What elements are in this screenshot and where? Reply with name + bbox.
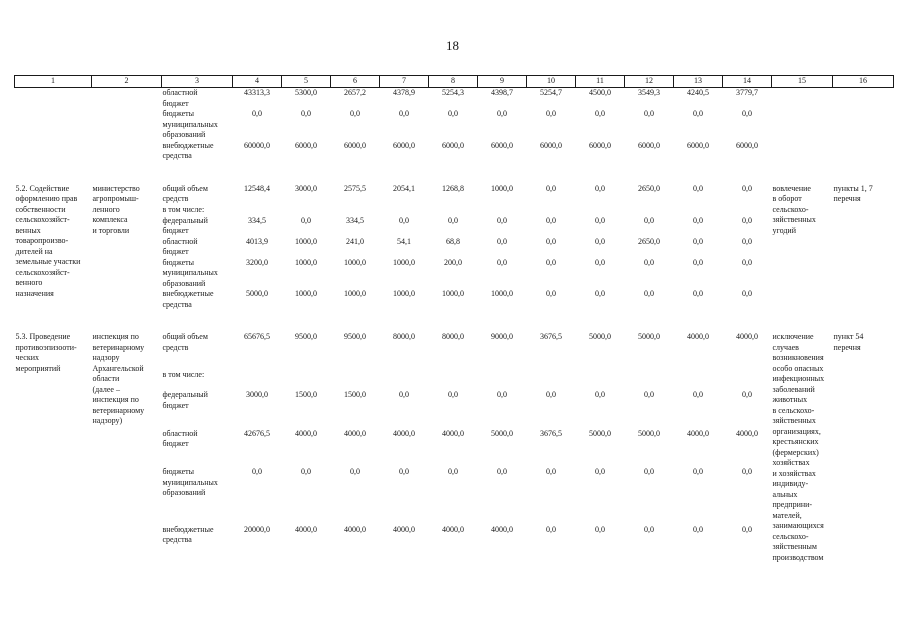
amount-cell	[527, 370, 576, 390]
amount-cell: 0,0	[497, 109, 507, 118]
amount-cell: 6000,0	[638, 140, 660, 150]
empty-cell	[331, 310, 380, 332]
amount-cell: 0,0	[693, 215, 703, 225]
amount-cell: 9500,0	[344, 332, 366, 341]
amount-cell: 0,0	[742, 390, 752, 400]
amount-cell: 0,0	[497, 215, 507, 225]
amount-cell	[331, 205, 380, 216]
empty-cell	[429, 162, 478, 184]
amount-cell: 1000,0	[295, 257, 317, 267]
amount-cell: 68,8	[446, 236, 460, 246]
amount-cell: 0,0	[644, 467, 654, 477]
amount-cell: 2650,0	[638, 236, 660, 246]
amount-cell: 0,0	[693, 390, 703, 400]
amount-cell	[576, 370, 625, 390]
amount-cell: 4000,0	[393, 428, 415, 438]
empty-cell	[674, 162, 723, 184]
amount-cell: 6000,0	[491, 140, 513, 150]
amount-cell: 3779,7	[736, 88, 758, 97]
empty-cell	[772, 109, 833, 141]
amount-cell: 4000,0	[344, 524, 366, 534]
amount-cell: 0,0	[546, 236, 556, 246]
amount-cell	[478, 370, 527, 390]
amount-cell: 0,0	[399, 467, 409, 477]
amount-cell: 0,0	[742, 109, 752, 118]
column-header: 7	[380, 76, 429, 88]
amount-cell: 2054,1	[393, 183, 415, 193]
amount-cell: 0,0	[693, 524, 703, 534]
amount-cell: 0,0	[497, 390, 507, 400]
funding-source: общий объем средств	[162, 183, 208, 203]
column-header: 12	[625, 76, 674, 88]
empty-cell	[772, 310, 833, 332]
empty-cell	[233, 162, 282, 184]
amount-cell: 0,0	[742, 257, 752, 267]
amount-cell: 4240,5	[687, 88, 709, 97]
amount-cell: 0,0	[595, 257, 605, 267]
amount-cell	[625, 205, 674, 216]
table-body	[15, 88, 894, 564]
amount-cell: 0,0	[448, 109, 458, 118]
amount-cell: 334,5	[346, 215, 364, 225]
amount-cell: 0,0	[644, 524, 654, 534]
empty-cell	[233, 310, 282, 332]
amount-cell	[625, 370, 674, 390]
amount-cell: 3549,3	[638, 88, 660, 97]
amount-cell: 4000,0	[393, 524, 415, 534]
empty-cell	[833, 162, 894, 184]
amount-cell: 2575,5	[344, 183, 366, 193]
empty-cell	[833, 88, 894, 110]
column-header: 13	[674, 76, 723, 88]
funding-source: областной бюджет	[162, 428, 198, 449]
empty-cell	[527, 162, 576, 184]
empty-cell	[576, 310, 625, 332]
indicator-reference: пункт 54 перечня	[833, 332, 864, 352]
amount-cell: 65676,5	[244, 332, 270, 341]
amount-cell: 1000,0	[295, 236, 317, 246]
amount-cell: 1000,0	[295, 289, 317, 298]
amount-cell: 0,0	[742, 467, 752, 477]
amount-cell: 9000,0	[491, 332, 513, 341]
amount-cell	[282, 205, 331, 216]
amount-cell: 0,0	[595, 183, 605, 193]
empty-cell	[15, 88, 92, 110]
empty-cell	[92, 310, 162, 332]
amount-cell: 4000,0	[736, 428, 758, 438]
amount-cell: 0,0	[595, 467, 605, 477]
amount-cell: 4000,0	[687, 332, 709, 341]
amount-cell: 0,0	[546, 257, 556, 267]
amount-cell: 1000,0	[491, 289, 513, 298]
empty-cell	[625, 162, 674, 184]
amount-cell: 241,0	[346, 236, 364, 246]
empty-cell	[674, 310, 723, 332]
amount-cell: 6000,0	[687, 140, 709, 150]
empty-cell	[331, 162, 380, 184]
column-header: 5	[282, 76, 331, 88]
amount-cell: 42676,5	[244, 428, 270, 438]
amount-cell: 0,0	[350, 467, 360, 477]
empty-cell	[429, 310, 478, 332]
amount-cell: 5000,0	[491, 428, 513, 438]
amount-cell: 3000,0	[295, 183, 317, 193]
funding-source: в том числе:	[162, 370, 205, 380]
amount-cell: 0,0	[301, 215, 311, 225]
amount-cell: 4000,0	[687, 428, 709, 438]
amount-cell: 0,0	[644, 289, 654, 298]
amount-cell: 0,0	[546, 289, 556, 298]
amount-cell: 8000,0	[393, 332, 415, 341]
amount-cell: 0,0	[497, 467, 507, 477]
indicator-reference: пункты 1, 7 перечня	[833, 183, 873, 203]
funding-source: бюджеты муниципальных образований	[162, 109, 218, 139]
amount-cell: 3200,0	[246, 257, 268, 267]
executor-name: инспекция по ветеринарному надзору Архангельской области (далее – инспекция по ветеринарному надзору)	[92, 332, 145, 425]
amount-cell: 3676,5	[540, 428, 562, 438]
table-row	[15, 109, 894, 141]
amount-cell: 0,0	[644, 390, 654, 400]
column-header: 15	[772, 76, 833, 88]
empty-cell	[625, 310, 674, 332]
amount-cell: 0,0	[644, 257, 654, 267]
section-spacer	[15, 310, 894, 332]
amount-cell: 0,0	[644, 109, 654, 118]
column-header: 8	[429, 76, 478, 88]
amount-cell: 0,0	[252, 467, 262, 477]
amount-cell: 334,5	[248, 215, 266, 225]
page-number: 18	[446, 38, 459, 53]
amount-cell	[331, 370, 380, 390]
amount-cell: 5000,0	[246, 289, 268, 298]
column-header: 11	[576, 76, 625, 88]
amount-cell: 0,0	[595, 289, 605, 298]
amount-cell: 1268,8	[442, 183, 464, 193]
amount-cell: 0,0	[742, 236, 752, 246]
empty-cell	[833, 310, 894, 332]
activity-name: 5.2. Содействие оформлению прав собственности сельскохозяйст- венных товаропроизво- дителей на земельные участки сельскохозяйст- венного назначения	[15, 183, 81, 298]
amount-cell: 1000,0	[393, 257, 415, 267]
amount-cell: 0,0	[693, 236, 703, 246]
amount-cell: 0,0	[693, 109, 703, 118]
column-header: 6	[331, 76, 380, 88]
amount-cell: 0,0	[546, 215, 556, 225]
amount-cell: 60000,0	[244, 140, 270, 150]
amount-cell: 4000,0	[442, 524, 464, 534]
amount-cell	[674, 370, 723, 390]
empty-cell	[15, 310, 92, 332]
amount-cell: 0,0	[448, 390, 458, 400]
amount-cell: 0,0	[595, 109, 605, 118]
amount-cell: 6000,0	[393, 140, 415, 150]
funding-source: общий объем средств	[162, 332, 208, 352]
amount-cell: 0,0	[693, 257, 703, 267]
empty-cell	[92, 88, 162, 110]
column-header: 10	[527, 76, 576, 88]
amount-cell: 4398,7	[491, 88, 513, 97]
amount-cell: 0,0	[399, 390, 409, 400]
funding-source: федеральный бюджет	[162, 215, 208, 235]
amount-cell: 5000,0	[589, 428, 611, 438]
amount-cell: 0,0	[448, 215, 458, 225]
amount-cell	[478, 205, 527, 216]
empty-cell	[478, 310, 527, 332]
amount-cell: 5000,0	[638, 332, 660, 341]
amount-cell: 5254,7	[540, 88, 562, 97]
amount-cell: 8000,0	[442, 332, 464, 341]
amount-cell: 0,0	[399, 109, 409, 118]
funding-source: внебюджетные средства	[162, 140, 214, 160]
empty-cell	[380, 310, 429, 332]
funding-source: внебюджетные средства	[162, 524, 214, 545]
column-header: 4	[233, 76, 282, 88]
funding-source: внебюджетные средства	[162, 289, 214, 309]
amount-cell: 1000,0	[344, 289, 366, 298]
funding-source: областной бюджет	[162, 88, 198, 108]
table-row	[15, 184, 894, 205]
column-header: 14	[723, 76, 772, 88]
amount-cell: 4000,0	[344, 428, 366, 438]
amount-cell: 0,0	[693, 289, 703, 298]
amount-cell: 0,0	[742, 215, 752, 225]
amount-cell: 1000,0	[344, 257, 366, 267]
amount-cell: 3000,0	[246, 390, 268, 400]
amount-cell: 3676,5	[540, 332, 562, 341]
amount-cell: 200,0	[444, 257, 462, 267]
expected-result: исключение случаев возникновения особо опасных инфекционных заболеваний животных в сельскохо- зяйственных организациях, крестьянских (фермерских) хозяйствах и хозяйствах индивиду- альных предприни- мателей, занимающихся сельскохо- зяйственным производством	[772, 332, 825, 562]
amount-cell: 2650,0	[638, 183, 660, 193]
table-row	[15, 332, 894, 370]
column-header: 16	[833, 76, 894, 88]
empty-cell	[92, 162, 162, 184]
amount-cell: 4378,9	[393, 88, 415, 97]
empty-cell	[772, 88, 833, 110]
empty-cell	[282, 162, 331, 184]
amount-cell	[527, 205, 576, 216]
empty-cell	[162, 162, 233, 184]
empty-cell	[576, 162, 625, 184]
amount-cell: 0,0	[546, 109, 556, 118]
amount-cell: 4013,9	[246, 236, 268, 246]
amount-cell: 5300,0	[295, 88, 317, 97]
amount-cell: 4000,0	[295, 524, 317, 534]
amount-cell: 0,0	[595, 236, 605, 246]
amount-cell	[576, 205, 625, 216]
amount-cell: 1000,0	[442, 289, 464, 298]
funding-source: областной бюджет	[162, 236, 198, 256]
amount-cell: 0,0	[693, 183, 703, 193]
column-header: 1	[15, 76, 92, 88]
amount-cell: 12548,4	[244, 183, 270, 193]
executor-name: министерство агропромыш- ленного комплекса и торговли	[92, 183, 140, 235]
empty-cell	[723, 310, 772, 332]
amount-cell: 6000,0	[295, 140, 317, 150]
amount-cell: 0,0	[252, 109, 262, 118]
amount-cell: 20000,0	[244, 524, 270, 534]
funding-source: федеральный бюджет	[162, 390, 208, 410]
empty-cell	[15, 109, 92, 141]
amount-cell: 0,0	[546, 524, 556, 534]
amount-cell: 0,0	[595, 215, 605, 225]
amount-cell: 0,0	[644, 215, 654, 225]
amount-cell: 6000,0	[736, 140, 758, 150]
empty-cell	[162, 310, 233, 332]
amount-cell: 54,1	[397, 236, 411, 246]
amount-cell	[723, 205, 772, 216]
amount-cell: 5000,0	[589, 332, 611, 341]
column-header: 2	[92, 76, 162, 88]
amount-cell: 6000,0	[589, 140, 611, 150]
amount-cell: 9500,0	[295, 332, 317, 341]
amount-cell: 4000,0	[442, 428, 464, 438]
expected-result: вовлечение в оборот сельскохо- зяйственных угодий	[772, 183, 816, 235]
amount-cell: 0,0	[546, 390, 556, 400]
amount-cell	[380, 205, 429, 216]
amount-cell: 1000,0	[393, 289, 415, 298]
empty-cell	[92, 109, 162, 141]
amount-cell: 6000,0	[442, 140, 464, 150]
amount-cell: 1500,0	[344, 390, 366, 400]
amount-cell: 4000,0	[736, 332, 758, 341]
amount-cell: 0,0	[546, 183, 556, 193]
empty-cell	[527, 310, 576, 332]
column-header: 3	[162, 76, 233, 88]
empty-cell	[772, 162, 833, 184]
empty-cell	[15, 141, 92, 162]
amount-cell	[429, 370, 478, 390]
amount-cell	[282, 370, 331, 390]
empty-cell	[833, 109, 894, 141]
amount-cell: 4000,0	[295, 428, 317, 438]
amount-cell: 0,0	[742, 289, 752, 298]
amount-cell: 5000,0	[638, 428, 660, 438]
section-spacer	[15, 162, 894, 184]
amount-cell: 4500,0	[589, 88, 611, 97]
amount-cell: 4000,0	[491, 524, 513, 534]
amount-cell: 0,0	[595, 390, 605, 400]
amount-cell: 0,0	[497, 257, 507, 267]
amount-cell: 0,0	[497, 236, 507, 246]
amount-cell: 1500,0	[295, 390, 317, 400]
activity-name: 5.3. Проведение противоэпизооти- ческих мероприятий	[15, 332, 77, 373]
amount-cell: 0,0	[595, 524, 605, 534]
amount-cell: 0,0	[693, 467, 703, 477]
amount-cell	[674, 205, 723, 216]
empty-cell	[723, 162, 772, 184]
empty-cell	[380, 162, 429, 184]
empty-cell	[282, 310, 331, 332]
amount-cell: 1000,0	[491, 183, 513, 193]
empty-cell	[478, 162, 527, 184]
funding-source: бюджеты муниципальных образований	[162, 257, 218, 288]
amount-cell: 0,0	[301, 109, 311, 118]
amount-cell: 2657,2	[344, 88, 366, 97]
empty-cell	[92, 141, 162, 162]
column-number-row	[15, 76, 894, 88]
amount-cell: 0,0	[546, 467, 556, 477]
amount-cell: 0,0	[742, 524, 752, 534]
funding-source: в том числе:	[162, 204, 205, 214]
amount-cell: 5254,3	[442, 88, 464, 97]
funding-source: бюджеты муниципальных образований	[162, 467, 218, 498]
amount-cell: 0,0	[350, 109, 360, 118]
empty-cell	[772, 141, 833, 162]
table-row	[15, 141, 894, 162]
empty-cell	[15, 162, 92, 184]
amount-cell	[233, 205, 282, 216]
amount-cell: 43313,3	[244, 88, 270, 97]
amount-cell: 6000,0	[344, 140, 366, 150]
program-table	[14, 75, 894, 563]
amount-cell: 0,0	[301, 467, 311, 477]
amount-cell	[380, 370, 429, 390]
amount-cell: 0,0	[742, 183, 752, 193]
amount-cell	[723, 370, 772, 390]
amount-cell: 0,0	[448, 467, 458, 477]
amount-cell: 6000,0	[540, 140, 562, 150]
amount-cell	[429, 205, 478, 216]
column-header: 9	[478, 76, 527, 88]
amount-cell	[233, 370, 282, 390]
table-row	[15, 88, 894, 110]
empty-cell	[833, 141, 894, 162]
amount-cell: 0,0	[399, 215, 409, 225]
